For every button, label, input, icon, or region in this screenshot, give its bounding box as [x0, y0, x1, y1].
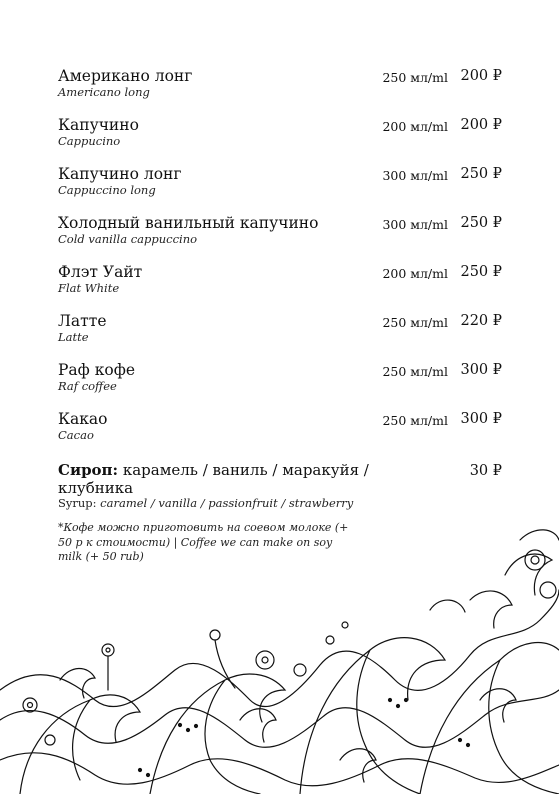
item-name: Холодный ванильный капучино	[58, 214, 319, 232]
item-volume: 250 мл/ml	[382, 70, 448, 85]
item-volume: 200 мл/ml	[382, 119, 448, 134]
item-name: Латте	[58, 312, 107, 330]
item-name: Американо лонг	[58, 67, 193, 85]
item-translation: Americano long	[58, 85, 150, 99]
item-price: 300 ₽	[460, 362, 502, 378]
item-name: Капучино лонг	[58, 165, 182, 183]
item-translation: Cappucino	[58, 134, 121, 148]
item-volume: 250 мл/ml	[382, 315, 448, 330]
item-name: Флэт Уайт	[58, 263, 143, 281]
syrup-options: карамель / ваниль / маракуйя / клубника	[58, 461, 369, 497]
item-volume: 300 мл/ml	[382, 217, 448, 232]
footnote: *Кофе можно приготовить на соевом молоке (+ 50 р к стоимости) | Coffee we can make on soy milk (+ 50 rub)	[58, 521, 349, 563]
item-translation: Latte	[58, 330, 89, 344]
item-price: 200 ₽	[460, 68, 502, 84]
syrup-label: Сироп:	[58, 461, 119, 479]
item-volume: 250 мл/ml	[382, 413, 448, 428]
item-translation: Raf coffee	[58, 379, 117, 393]
item-price: 200 ₽	[460, 117, 502, 133]
item-translation: Cappuccino long	[58, 183, 156, 197]
item-translation: Cold vanilla cappuccino	[58, 232, 198, 246]
item-name: Раф кофе	[58, 361, 136, 379]
syrup-price: 30 ₽	[469, 463, 502, 479]
item-price: 250 ₽	[460, 264, 502, 280]
item-price: 220 ₽	[460, 313, 502, 329]
item-price: 250 ₽	[460, 215, 502, 231]
item-translation: Flat White	[58, 281, 120, 295]
item-translation: Cacao	[58, 428, 94, 442]
item-price: 300 ₽	[460, 411, 502, 427]
syrup-sub-options: caramel / vanilla / passionfruit / strawberry	[100, 496, 354, 510]
item-volume: 250 мл/ml	[382, 364, 448, 379]
item-volume: 200 мл/ml	[382, 266, 448, 281]
item-volume: 300 мл/ml	[382, 168, 448, 183]
syrup-sub-label: Syrup:	[58, 496, 97, 510]
item-name: Капучино	[58, 116, 139, 134]
item-name: Какао	[58, 410, 108, 428]
item-price: 250 ₽	[460, 166, 502, 182]
